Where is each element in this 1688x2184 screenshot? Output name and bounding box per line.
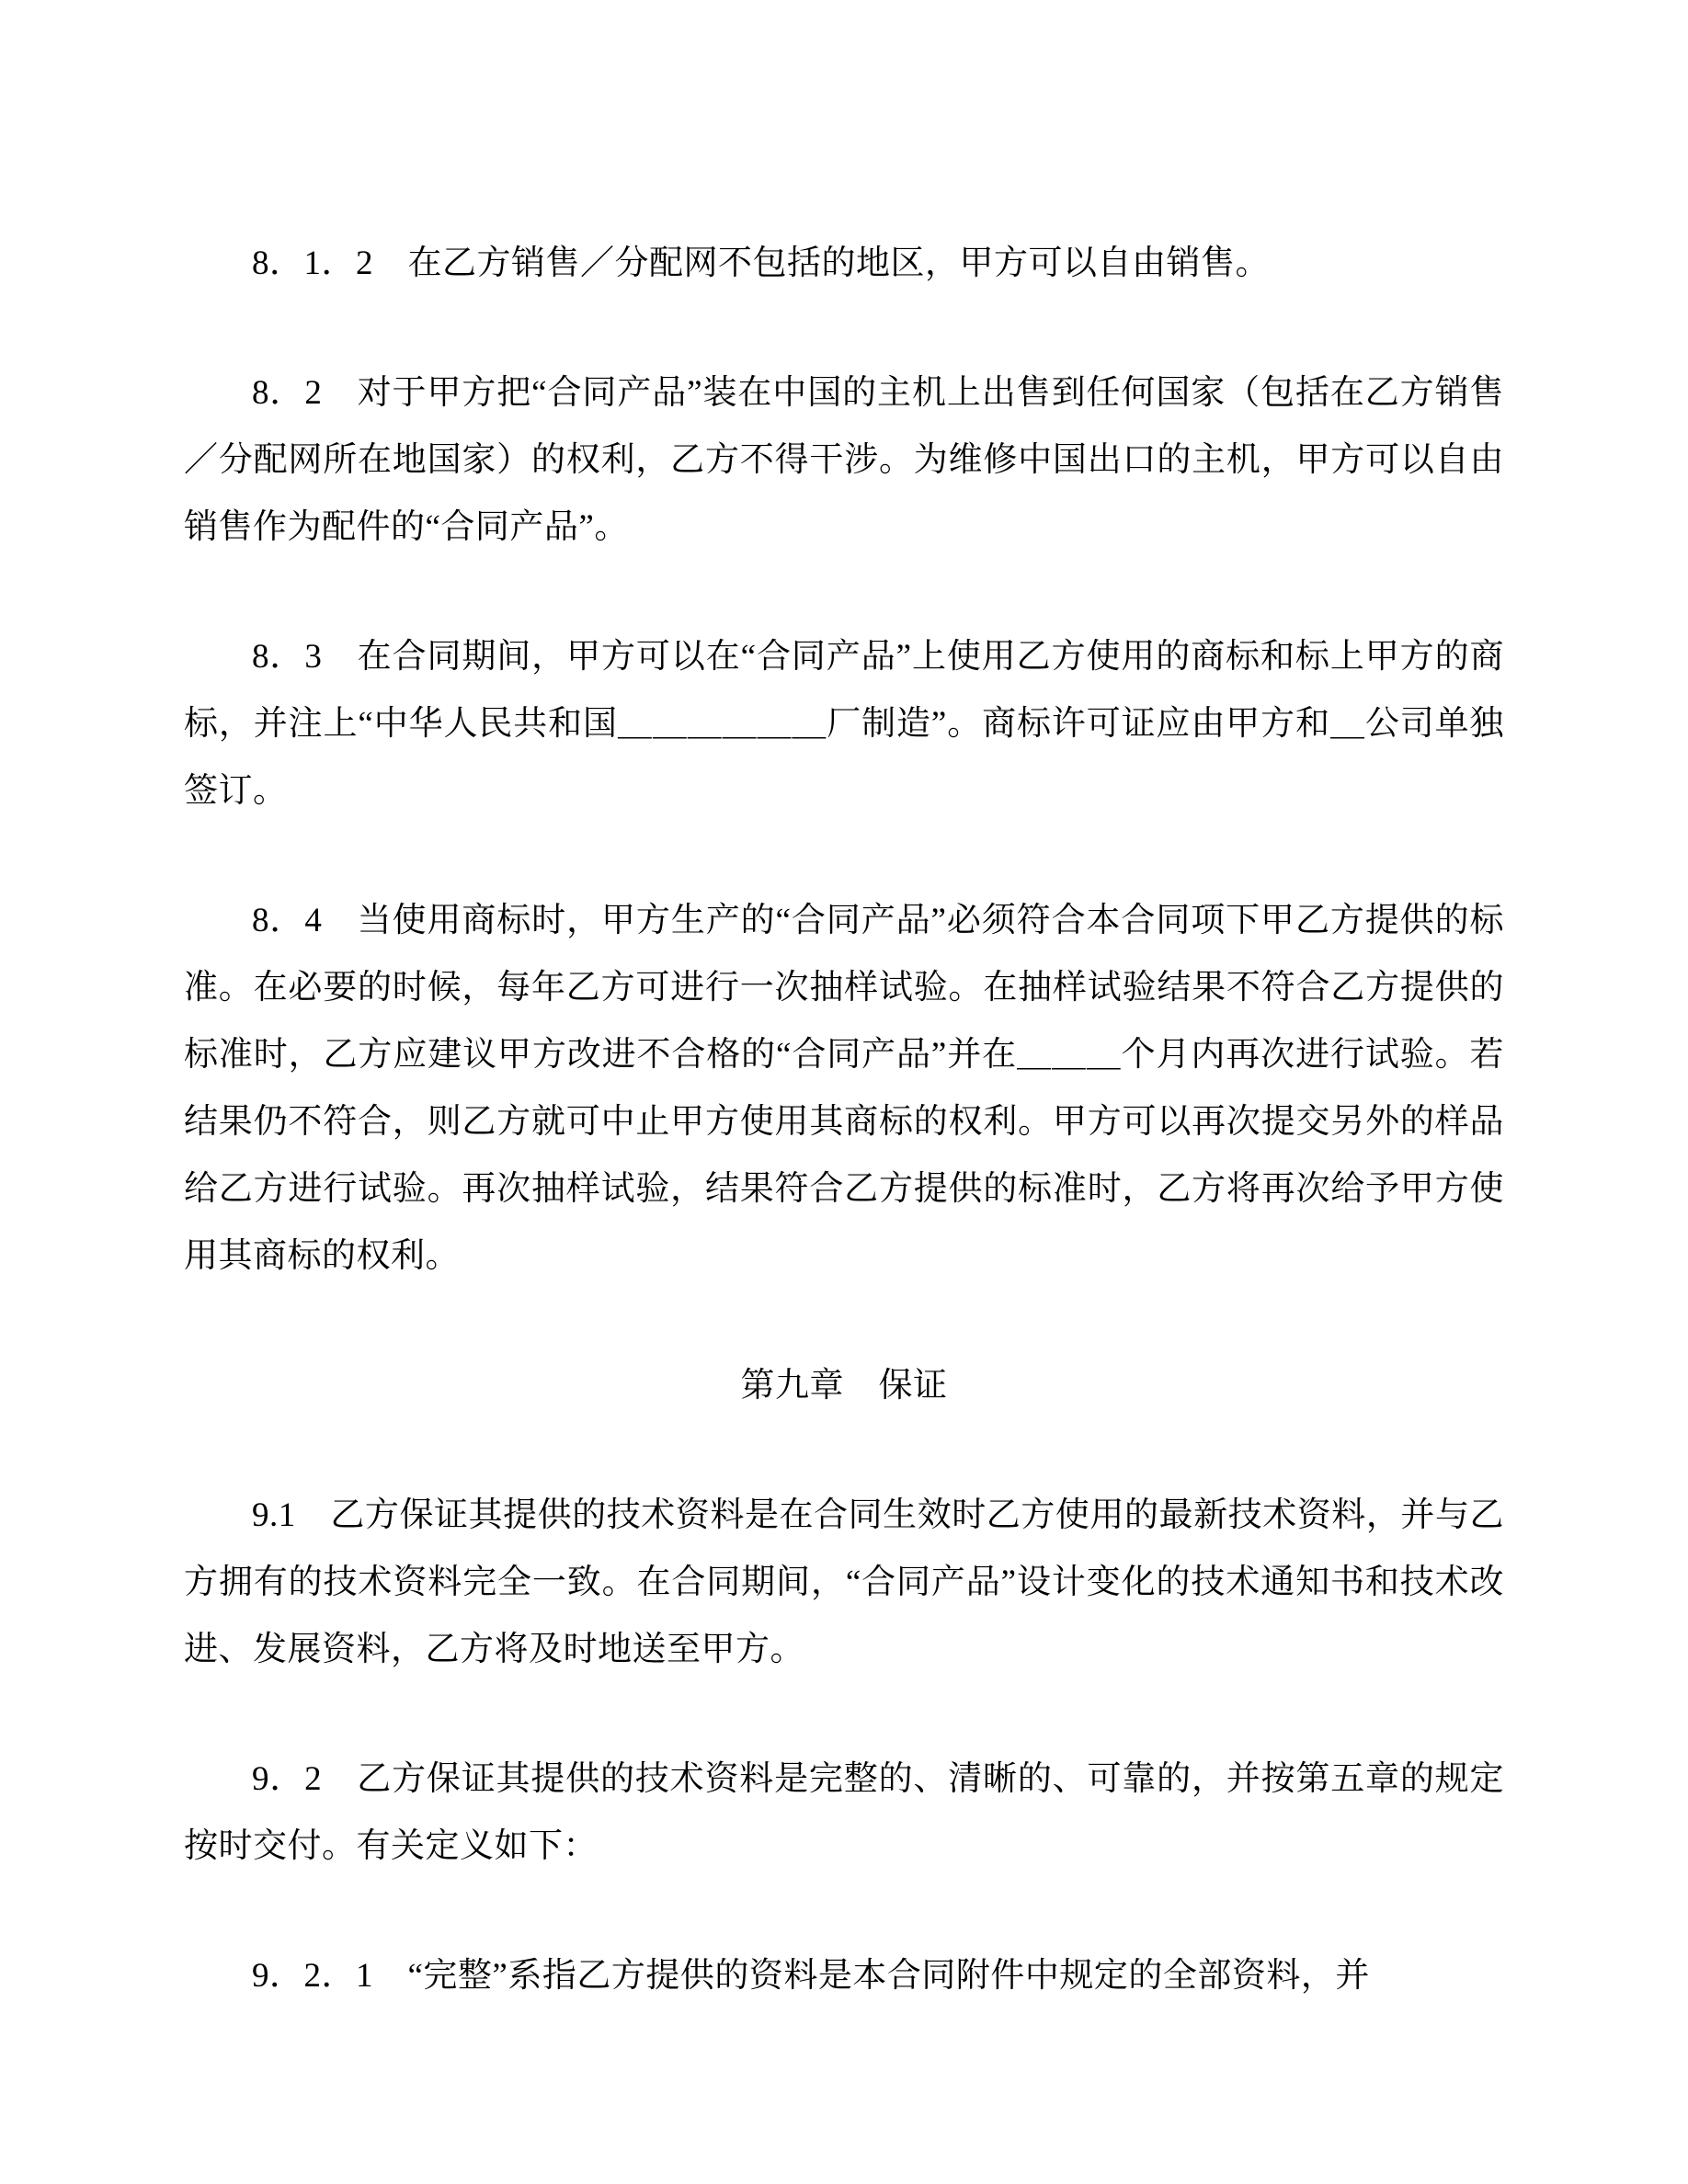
paragraph-clause-9-2-1: 9．2．1 “完整”系指乙方提供的资料是本合同附件中规定的全部资料，并	[252, 1957, 1370, 1995]
paragraph-clause-9-1: 9.1 乙方保证其提供的技术资料是在合同生效时乙方使用的最新技术资料，并与乙方拥有的技术资料完全一致。在合同期间，“合同产品”设计变化的技术通知书和技术改进、发展资料，乙方将及时地送至甲方。	[184, 1496, 1504, 1668]
paragraph-clause-8-4: 8．4 当使用商标时，甲方生产的“合同产品”必须符合本合同项下甲乙方提供的标准。在必要的时候，每年乙方可进行一次抽样试验。在抽样试验结果不符合乙方提供的标准时，乙方应建议甲方改进不合格的“合同产品”并在＿＿＿个月内再次进行试验。若结果仍不符合，则乙方就可中止甲方使用其商标的权利。甲方可以再次提交另外的样品给乙方进行试验。再次抽样试验，结果符合乙方提供的标准时，乙方将再次给予甲方使用其商标的权利。	[184, 902, 1504, 1275]
paragraph-clause-8-2: 8．2 对于甲方把“合同产品”装在中国的主机上出售到任何国家（包括在乙方销售／分配网所在地国家）的权利，乙方不得干涉。为维修中国出口的主机，甲方可以自由销售作为配件的“合同产品”。	[184, 374, 1504, 546]
paragraph-clause-9-2: 9．2 乙方保证其提供的技术资料是完整的、清晰的、可靠的，并按第五章的规定按时交付。有关定义如下：	[184, 1760, 1504, 1865]
paragraph-clause-8-3: 8．3 在合同期间，甲方可以在“合同产品”上使用乙方使用的商标和标上甲方的商标，并注上“中华人民共和国＿＿＿＿＿＿厂制造”。商标许可证应由甲方和＿公司单独签订。	[184, 638, 1504, 810]
paragraph-clause-8-1-2: 8．1．2 在乙方销售／分配网不包括的地区，甲方可以自由销售。	[252, 245, 1270, 282]
chapter-9-heading: 第九章 保证	[740, 1367, 948, 1405]
